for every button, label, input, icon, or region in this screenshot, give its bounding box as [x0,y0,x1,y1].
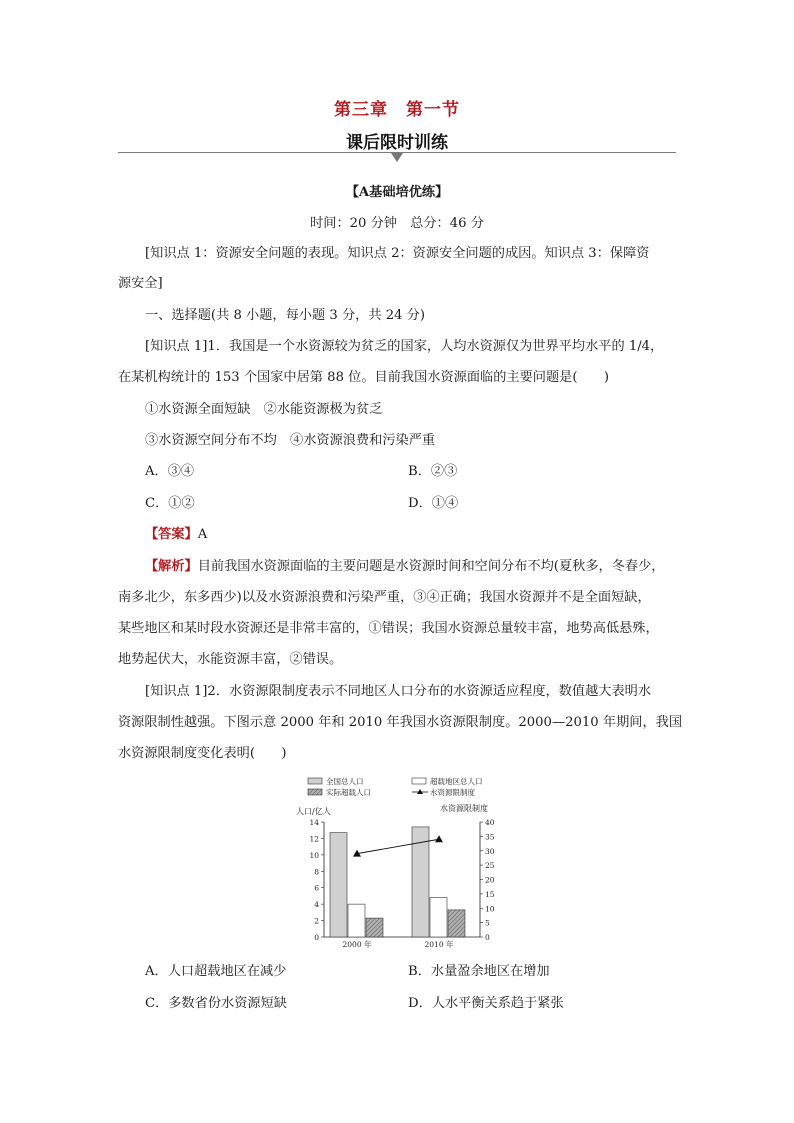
q2-stem-line-2: 资源限制性越强。下图示意 2000 年和 2010 年我国水资源限制度。2000—2010 年期间，我国 [118,715,683,730]
time-info: 时间：20 分钟 总分：46 分 [310,216,484,231]
section-title: 【A基础培优练】 [345,185,449,200]
q1-analysis-line-1 [145,557,705,577]
y-axis-label: 人口/亿人 [296,807,331,816]
q1-option-a: A．③④ [145,464,195,479]
q1-item-line-1: ①水资源全面短缺 ②水能资源极为贫乏 [145,402,383,417]
q1-answer [145,525,705,545]
legend-label: 超载地区总人口 [430,777,483,786]
q1-analysis-line-4: 地势起伏大，水能资源丰富，②错误。 [118,652,343,667]
chapter-title: 第三章 第一节 [334,100,460,120]
chart-legend [308,776,483,797]
q1-analysis-line-3: 某些地区和某时段水资源还是非常丰富的，①错误；我国水资源总量较丰富，地势高低悬殊， [118,621,659,636]
q1-item-line-2: ③水资源空间分布不均 ④水资源浪费和污染严重 [145,433,436,448]
bar [366,918,383,937]
data-point-triangle [435,835,443,842]
legend-swatch [308,789,322,795]
q1-option-b: B．②③ [408,464,458,479]
y2-tick-label: 10 [485,904,495,914]
y-tick-label: 6 [314,883,319,893]
y-tick-label: 4 [314,900,319,910]
legend-label: 实际超载人口 [326,788,371,797]
bar [448,910,465,937]
q2-option-b: B．水量盈余地区在增加 [408,964,550,979]
q2-stem-line-3: 水资源限制度变化表明( ) [118,746,287,761]
legend-swatch [308,778,322,784]
q1-stem-line-2: 在某机构统计的 153 个国家中居第 88 位。目前我国水资源面临的主要问题是( ) [118,370,610,385]
y-tick-label: 2 [314,916,319,926]
y2-tick-label: 25 [485,861,495,871]
bar [330,833,347,937]
bar [430,898,447,937]
q2-option-a: A．人口超载地区在减少 [145,964,287,979]
q1-option-d: D．①④ [408,496,459,511]
q2-option-c: C．多数省份水资源短缺 [145,996,287,1011]
y2-tick-label: 15 [485,889,495,899]
y-tick-label: 8 [314,867,319,877]
legend-label: 水资源限制度 [430,788,475,797]
x-tick-label: 2000 年 [342,940,372,949]
y-tick-label: 12 [309,834,319,844]
page-subtitle: 课后限时训练 [346,133,448,153]
triangle-marker-icon [391,153,403,162]
q1-analysis-line-2: 南多北少，东多西少)以及水资源浪费和污染严重，③④正确；我国水资源并不是全面短缺， [118,590,651,605]
knowledge-points-line-1: [知识点 1：资源安全问题的表现。知识点 2：资源安全问题的成因。知识点 3：保障资 [145,246,650,261]
y2-axis-label: 水资源限制度 [440,804,488,813]
answer-value: A [197,527,208,542]
y-tick-label: 0 [314,933,319,942]
chart-bars [330,827,465,949]
y-tick-label: 14 [309,818,319,827]
y2-tick-label: 40 [485,818,495,827]
y2-tick-label: 20 [485,875,495,885]
x-tick-label: 2010 年 [424,940,454,949]
analysis-text-1: 目前我国水资源面临的主要问题是水资源时间和空间分布不均(夏秋多，冬春少， [197,559,665,574]
legend-triangle-icon [417,789,423,794]
knowledge-points-line-2: 源安全] [118,276,163,291]
legend-swatch [412,778,426,784]
q2-stem-line-1: [知识点 1]2．水资源限制度表示不同地区人口分布的水资源适应程度，数值越大表明水 [145,684,652,699]
y2-tick-label: 5 [485,918,490,928]
q2-option-d: D．人水平衡关系趋于紧张 [408,996,564,1011]
water-limit-chart [290,770,510,950]
part-heading: 一、选择题(共 8 小题，每小题 3 分，共 24 分) [145,308,426,323]
y2-tick-label: 0 [485,933,490,942]
analysis-label: 【解析】 [145,559,198,574]
y-tick-label: 10 [309,850,319,860]
bar [348,904,365,937]
y2-tick-label: 30 [485,846,495,856]
answer-label: 【答案】 [145,527,198,542]
legend-label: 全国总人口 [326,777,364,786]
chart-line [353,835,443,856]
y2-tick-label: 35 [485,832,495,842]
q1-stem-line-1: [知识点 1]1．我国是一个水资源较为贫乏的国家，人均水资源仅为世界平均水平的 1/4， [145,339,664,354]
q1-option-c: C．①② [145,496,195,511]
